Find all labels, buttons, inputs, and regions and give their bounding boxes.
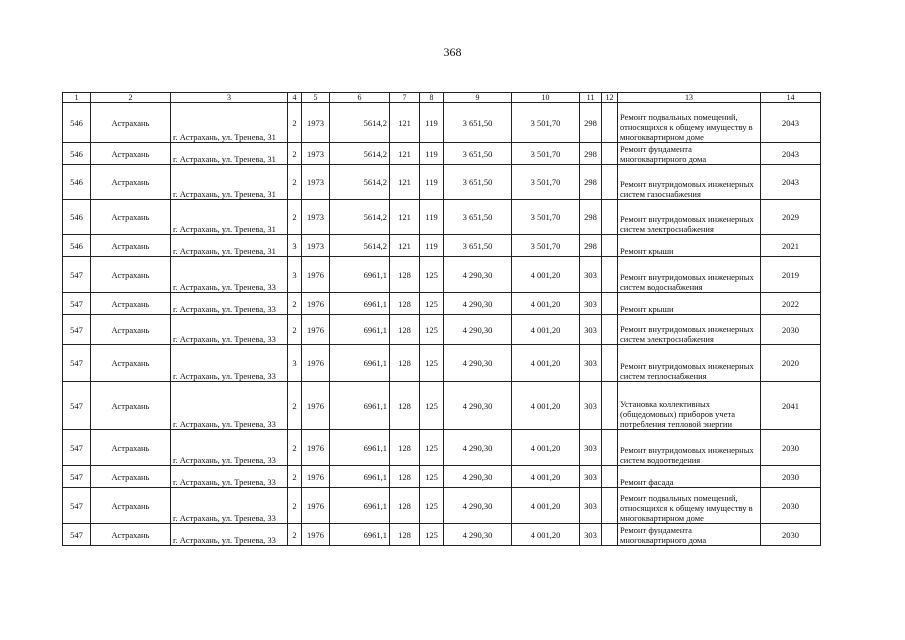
year-cell: 1976 bbox=[302, 315, 330, 345]
work-type-cell: Ремонт внутридомовых инженерных систем водоотведения bbox=[618, 430, 761, 466]
address-cell: г. Астрахань, ул. Тренева, 33 bbox=[171, 315, 288, 345]
row-number-cell: 546 bbox=[63, 165, 91, 200]
address-cell: г. Астрахань, ул. Тренева, 33 bbox=[171, 293, 288, 315]
plan-year-cell: 2030 bbox=[761, 430, 821, 466]
floors-cell: 2 bbox=[288, 466, 302, 488]
area-cell: 5614,2 bbox=[330, 200, 390, 235]
table-row bbox=[63, 103, 821, 143]
col12-cell bbox=[602, 466, 618, 488]
col11-cell: 303 bbox=[580, 315, 602, 345]
col10-cell: 3 501,70 bbox=[512, 143, 580, 165]
city-cell: Астрахань bbox=[91, 235, 171, 257]
area-cell: 6961,1 bbox=[330, 257, 390, 293]
col10-cell: 4 001,20 bbox=[512, 430, 580, 466]
page-number: 368 bbox=[443, 45, 462, 59]
plan-year-cell: 2030 bbox=[761, 524, 821, 546]
col11-cell: 298 bbox=[580, 143, 602, 165]
col9-cell: 4 290,30 bbox=[444, 430, 512, 466]
floors-cell: 2 bbox=[288, 488, 302, 524]
city-cell: Астрахань bbox=[91, 430, 171, 466]
col12-cell bbox=[602, 315, 618, 345]
col8-cell: 125 bbox=[420, 345, 444, 382]
year-cell: 1976 bbox=[302, 293, 330, 315]
area-cell: 5614,2 bbox=[330, 143, 390, 165]
row-number-cell: 546 bbox=[63, 200, 91, 235]
col10-cell: 4 001,20 bbox=[512, 524, 580, 546]
address-cell: г. Астрахань, ул. Тренева, 31 bbox=[171, 103, 288, 143]
col7-cell: 121 bbox=[390, 235, 420, 257]
area-cell: 5614,2 bbox=[330, 235, 390, 257]
column-header: 7 bbox=[390, 93, 420, 103]
year-cell: 1973 bbox=[302, 103, 330, 143]
year-cell: 1973 bbox=[302, 143, 330, 165]
col11-cell: 303 bbox=[580, 345, 602, 382]
table-row bbox=[63, 143, 821, 165]
year-cell: 1973 bbox=[302, 200, 330, 235]
year-cell: 1973 bbox=[302, 165, 330, 200]
col12-cell bbox=[602, 293, 618, 315]
city-cell: Астрахань bbox=[91, 315, 171, 345]
city-cell: Астрахань bbox=[91, 524, 171, 546]
area-cell: 6961,1 bbox=[330, 524, 390, 546]
work-type-cell: Ремонт фундамента многоквартирного дома bbox=[618, 143, 761, 165]
column-header: 12 bbox=[602, 93, 618, 103]
area-cell: 6961,1 bbox=[330, 488, 390, 524]
col8-cell: 125 bbox=[420, 524, 444, 546]
floors-cell: 2 bbox=[288, 165, 302, 200]
floors-cell: 2 bbox=[288, 143, 302, 165]
work-type-cell: Ремонт внутридомовых инженерных систем электроснабжения bbox=[618, 315, 761, 345]
floors-cell: 2 bbox=[288, 430, 302, 466]
col9-cell: 4 290,30 bbox=[444, 345, 512, 382]
column-header: 2 bbox=[91, 93, 171, 103]
table-row bbox=[63, 315, 821, 345]
plan-year-cell: 2030 bbox=[761, 315, 821, 345]
address-cell: г. Астрахань, ул. Тренева, 31 bbox=[171, 165, 288, 200]
row-number-cell: 547 bbox=[63, 315, 91, 345]
col9-cell: 3 651,50 bbox=[444, 200, 512, 235]
col11-cell: 303 bbox=[580, 293, 602, 315]
column-header: 10 bbox=[512, 93, 580, 103]
floors-cell: 2 bbox=[288, 103, 302, 143]
table-row bbox=[63, 466, 821, 488]
table-row bbox=[63, 200, 821, 235]
col8-cell: 125 bbox=[420, 430, 444, 466]
col9-cell: 4 290,30 bbox=[444, 382, 512, 430]
address-cell: г. Астрахань, ул. Тренева, 33 bbox=[171, 257, 288, 293]
col11-cell: 303 bbox=[580, 382, 602, 430]
row-number-cell: 546 bbox=[63, 143, 91, 165]
col7-cell: 128 bbox=[390, 524, 420, 546]
work-type-cell: Ремонт внутридомовых инженерных систем водоснабжения bbox=[618, 257, 761, 293]
col12-cell bbox=[602, 430, 618, 466]
col12-cell bbox=[602, 165, 618, 200]
col9-cell: 4 290,30 bbox=[444, 257, 512, 293]
table-row bbox=[63, 382, 821, 430]
col8-cell: 125 bbox=[420, 382, 444, 430]
area-cell: 6961,1 bbox=[330, 466, 390, 488]
city-cell: Астрахань bbox=[91, 200, 171, 235]
col12-cell bbox=[602, 524, 618, 546]
year-cell: 1976 bbox=[302, 430, 330, 466]
col10-cell: 4 001,20 bbox=[512, 345, 580, 382]
col11-cell: 303 bbox=[580, 430, 602, 466]
city-cell: Астрахань bbox=[91, 382, 171, 430]
col7-cell: 121 bbox=[390, 200, 420, 235]
city-cell: Астрахань bbox=[91, 466, 171, 488]
col8-cell: 125 bbox=[420, 257, 444, 293]
floors-cell: 3 bbox=[288, 235, 302, 257]
col8-cell: 125 bbox=[420, 466, 444, 488]
row-number-cell: 546 bbox=[63, 235, 91, 257]
col12-cell bbox=[602, 382, 618, 430]
table-row bbox=[63, 524, 821, 546]
col11-cell: 303 bbox=[580, 488, 602, 524]
work-type-cell: Ремонт крыши bbox=[618, 235, 761, 257]
floors-cell: 2 bbox=[288, 382, 302, 430]
col9-cell: 3 651,50 bbox=[444, 235, 512, 257]
address-cell: г. Астрахань, ул. Тренева, 33 bbox=[171, 382, 288, 430]
work-type-cell: Установка коллективных (общедомовых) приборов учета потребления тепловой энергии bbox=[618, 382, 761, 430]
col10-cell: 4 001,20 bbox=[512, 293, 580, 315]
col7-cell: 128 bbox=[390, 345, 420, 382]
col7-cell: 121 bbox=[390, 165, 420, 200]
city-cell: Астрахань bbox=[91, 293, 171, 315]
column-header: 13 bbox=[618, 93, 761, 103]
floors-cell: 2 bbox=[288, 315, 302, 345]
address-cell: г. Астрахань, ул. Тренева, 31 bbox=[171, 235, 288, 257]
column-header: 3 bbox=[171, 93, 288, 103]
col12-cell bbox=[602, 103, 618, 143]
year-cell: 1976 bbox=[302, 382, 330, 430]
work-type-cell: Ремонт крыши bbox=[618, 293, 761, 315]
col8-cell: 125 bbox=[420, 293, 444, 315]
work-type-cell: Ремонт внутридомовых инженерных систем электроснабжения bbox=[618, 200, 761, 235]
city-cell: Астрахань bbox=[91, 488, 171, 524]
plan-year-cell: 2019 bbox=[761, 257, 821, 293]
row-number-cell: 547 bbox=[63, 293, 91, 315]
plan-year-cell: 2041 bbox=[761, 382, 821, 430]
floors-cell: 2 bbox=[288, 293, 302, 315]
work-type-cell: Ремонт фундамента многоквартирного дома bbox=[618, 524, 761, 546]
row-number-cell: 547 bbox=[63, 466, 91, 488]
col8-cell: 125 bbox=[420, 488, 444, 524]
col10-cell: 4 001,20 bbox=[512, 466, 580, 488]
row-number-cell: 547 bbox=[63, 430, 91, 466]
col11-cell: 298 bbox=[580, 235, 602, 257]
col10-cell: 3 501,70 bbox=[512, 200, 580, 235]
year-cell: 1973 bbox=[302, 235, 330, 257]
area-cell: 6961,1 bbox=[330, 345, 390, 382]
col8-cell: 119 bbox=[420, 165, 444, 200]
plan-year-cell: 2029 bbox=[761, 200, 821, 235]
plan-year-cell: 2043 bbox=[761, 165, 821, 200]
col12-cell bbox=[602, 257, 618, 293]
address-cell: г. Астрахань, ул. Тренева, 31 bbox=[171, 143, 288, 165]
table-row bbox=[63, 235, 821, 257]
work-type-cell: Ремонт подвальных помещений, относящихся к общему имуществу в многоквартирном доме bbox=[618, 488, 761, 524]
plan-year-cell: 2020 bbox=[761, 345, 821, 382]
col8-cell: 119 bbox=[420, 103, 444, 143]
column-header: 1 bbox=[63, 93, 91, 103]
row-number-cell: 547 bbox=[63, 257, 91, 293]
col7-cell: 121 bbox=[390, 143, 420, 165]
col11-cell: 298 bbox=[580, 165, 602, 200]
col11-cell: 298 bbox=[580, 103, 602, 143]
floors-cell: 2 bbox=[288, 524, 302, 546]
col10-cell: 4 001,20 bbox=[512, 257, 580, 293]
col11-cell: 298 bbox=[580, 200, 602, 235]
col9-cell: 4 290,30 bbox=[444, 488, 512, 524]
col10-cell: 3 501,70 bbox=[512, 235, 580, 257]
address-cell: г. Астрахань, ул. Тренева, 33 bbox=[171, 430, 288, 466]
col12-cell bbox=[602, 345, 618, 382]
col8-cell: 119 bbox=[420, 235, 444, 257]
col7-cell: 121 bbox=[390, 103, 420, 143]
city-cell: Астрахань bbox=[91, 143, 171, 165]
table-body bbox=[63, 103, 821, 546]
col11-cell: 303 bbox=[580, 466, 602, 488]
area-cell: 6961,1 bbox=[330, 382, 390, 430]
year-cell: 1976 bbox=[302, 524, 330, 546]
col8-cell: 119 bbox=[420, 143, 444, 165]
area-cell: 6961,1 bbox=[330, 293, 390, 315]
address-cell: г. Астрахань, ул. Тренева, 31 bbox=[171, 200, 288, 235]
floors-cell: 2 bbox=[288, 200, 302, 235]
year-cell: 1976 bbox=[302, 257, 330, 293]
plan-year-cell: 2043 bbox=[761, 103, 821, 143]
address-cell: г. Астрахань, ул. Тренева, 33 bbox=[171, 524, 288, 546]
table-row bbox=[63, 345, 821, 382]
column-header: 5 bbox=[302, 93, 330, 103]
table-row bbox=[63, 430, 821, 466]
work-type-cell: Ремонт подвальных помещений, относящихся к общему имуществу в многоквартирном доме bbox=[618, 103, 761, 143]
col7-cell: 128 bbox=[390, 315, 420, 345]
area-cell: 5614,2 bbox=[330, 165, 390, 200]
col9-cell: 4 290,30 bbox=[444, 524, 512, 546]
col12-cell bbox=[602, 143, 618, 165]
column-header: 9 bbox=[444, 93, 512, 103]
floors-cell: 3 bbox=[288, 257, 302, 293]
row-number-cell: 547 bbox=[63, 488, 91, 524]
col9-cell: 4 290,30 bbox=[444, 466, 512, 488]
address-cell: г. Астрахань, ул. Тренева, 33 bbox=[171, 488, 288, 524]
col10-cell: 4 001,20 bbox=[512, 488, 580, 524]
table-row bbox=[63, 293, 821, 315]
table-row bbox=[63, 257, 821, 293]
col7-cell: 128 bbox=[390, 466, 420, 488]
col11-cell: 303 bbox=[580, 257, 602, 293]
year-cell: 1976 bbox=[302, 345, 330, 382]
work-type-cell: Ремонт фасада bbox=[618, 466, 761, 488]
plan-year-cell: 2022 bbox=[761, 293, 821, 315]
year-cell: 1976 bbox=[302, 466, 330, 488]
floors-cell: 3 bbox=[288, 345, 302, 382]
year-cell: 1976 bbox=[302, 488, 330, 524]
address-cell: г. Астрахань, ул. Тренева, 33 bbox=[171, 466, 288, 488]
column-header: 8 bbox=[420, 93, 444, 103]
city-cell: Астрахань bbox=[91, 103, 171, 143]
col9-cell: 4 290,30 bbox=[444, 315, 512, 345]
work-type-cell: Ремонт внутридомовых инженерных систем газоснабжения bbox=[618, 165, 761, 200]
col9-cell: 3 651,50 bbox=[444, 165, 512, 200]
col7-cell: 128 bbox=[390, 257, 420, 293]
area-cell: 6961,1 bbox=[330, 430, 390, 466]
col8-cell: 125 bbox=[420, 315, 444, 345]
city-cell: Астрахань bbox=[91, 345, 171, 382]
plan-year-cell: 2030 bbox=[761, 466, 821, 488]
row-number-cell: 547 bbox=[63, 524, 91, 546]
area-cell: 5614,2 bbox=[330, 103, 390, 143]
city-cell: Астрахань bbox=[91, 257, 171, 293]
column-header: 4 bbox=[288, 93, 302, 103]
plan-year-cell: 2030 bbox=[761, 488, 821, 524]
col10-cell: 4 001,20 bbox=[512, 382, 580, 430]
city-cell: Астрахань bbox=[91, 165, 171, 200]
col7-cell: 128 bbox=[390, 382, 420, 430]
address-cell: г. Астрахань, ул. Тренева, 33 bbox=[171, 345, 288, 382]
table-row bbox=[63, 488, 821, 524]
col10-cell: 4 001,20 bbox=[512, 315, 580, 345]
work-type-cell: Ремонт внутридомовых инженерных систем теплоснабжения bbox=[618, 345, 761, 382]
col9-cell: 3 651,50 bbox=[444, 103, 512, 143]
col12-cell bbox=[602, 488, 618, 524]
header-row bbox=[63, 93, 821, 103]
table-row bbox=[63, 165, 821, 200]
col9-cell: 4 290,30 bbox=[444, 293, 512, 315]
col12-cell bbox=[602, 235, 618, 257]
col7-cell: 128 bbox=[390, 293, 420, 315]
col11-cell: 303 bbox=[580, 524, 602, 546]
column-header: 6 bbox=[330, 93, 390, 103]
col8-cell: 119 bbox=[420, 200, 444, 235]
col7-cell: 128 bbox=[390, 488, 420, 524]
area-cell: 6961,1 bbox=[330, 315, 390, 345]
column-header: 11 bbox=[580, 93, 602, 103]
repair-program-table bbox=[62, 92, 821, 546]
col9-cell: 3 651,50 bbox=[444, 143, 512, 165]
row-number-cell: 546 bbox=[63, 103, 91, 143]
col12-cell bbox=[602, 200, 618, 235]
row-number-cell: 547 bbox=[63, 345, 91, 382]
plan-year-cell: 2021 bbox=[761, 235, 821, 257]
col10-cell: 3 501,70 bbox=[512, 165, 580, 200]
row-number-cell: 547 bbox=[63, 382, 91, 430]
column-header: 14 bbox=[761, 93, 821, 103]
plan-year-cell: 2043 bbox=[761, 143, 821, 165]
col10-cell: 3 501,70 bbox=[512, 103, 580, 143]
col7-cell: 128 bbox=[390, 430, 420, 466]
